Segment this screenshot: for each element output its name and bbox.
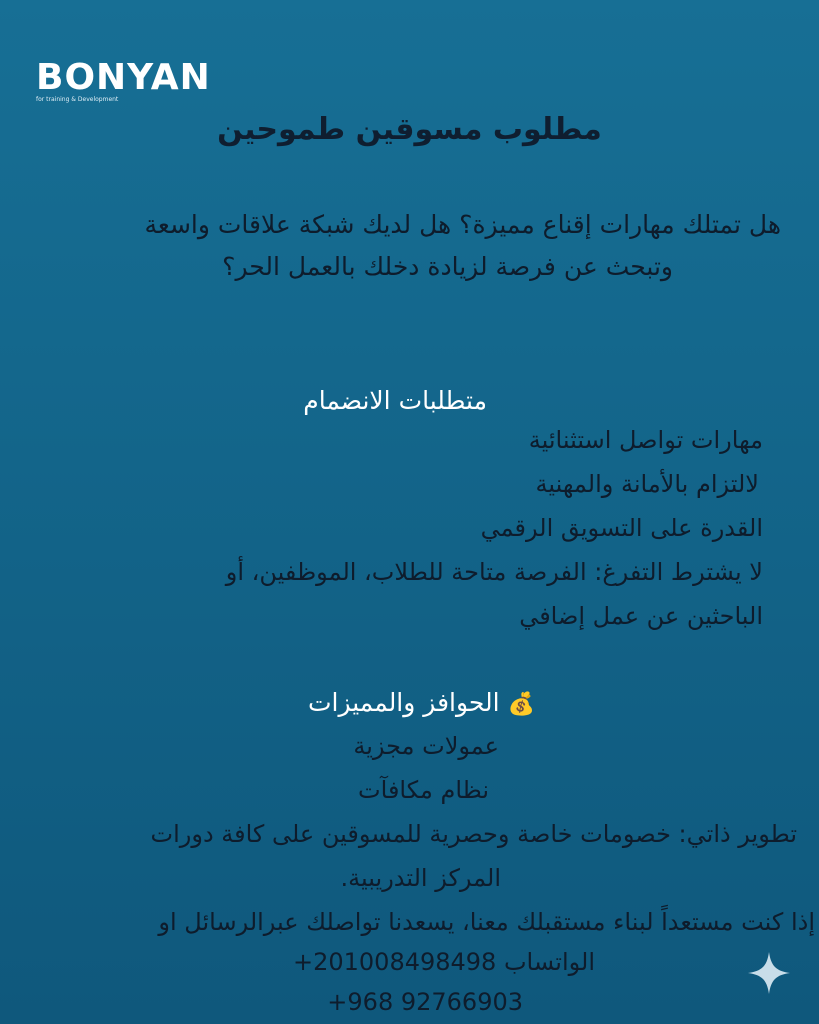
logo-text: BONYAN bbox=[36, 57, 211, 98]
requirement-item: القدرة على التسويق الرقمي bbox=[480, 514, 763, 542]
requirements-heading: متطلبات الانضمام bbox=[303, 386, 487, 415]
intro-line-2: وتبحث عن فرصة لزيادة دخلك بالعمل الحر؟ bbox=[222, 252, 673, 281]
requirement-item: الباحثين عن عمل إضافي bbox=[519, 602, 763, 630]
contact-line: إذا كنت مستعداً لبناء مستقبلك معنا، يسعدنا تواصلك عبرالرسائل او bbox=[158, 908, 815, 936]
intro-line-1: هل تمتلك مهارات إقناع مميزة؟ هل لديك شبكة علاقات واسعة bbox=[144, 210, 781, 239]
requirement-item: مهارات تواصل استثنائية bbox=[528, 426, 763, 454]
benefit-item: المركز التدريبية. bbox=[340, 864, 501, 892]
benefit-item: تطوير ذاتي: خصومات خاصة وحصرية للمسوقين على كافة دورات bbox=[150, 820, 797, 848]
contact-phone: +968 92766903 bbox=[327, 988, 523, 1016]
benefits-heading: الحوافز والمميزات bbox=[307, 688, 500, 717]
benefit-item: عمولات مجزية bbox=[353, 732, 499, 760]
requirement-item: لالتزام بالأمانة والمهنية bbox=[535, 470, 759, 498]
benefit-item: نظام مكافآت bbox=[358, 776, 489, 804]
page-title: مطلوب مسوقين طموحين bbox=[217, 112, 602, 147]
benefits-heading-row bbox=[308, 688, 535, 717]
contact-whatsapp: الواتساب 201008498498+ bbox=[292, 948, 595, 976]
brand-logo bbox=[36, 58, 236, 108]
money-bag-icon: 💰 bbox=[507, 692, 535, 717]
requirement-item: لا يشترط التفرغ: الفرصة متاحة للطلاب، الموظفين، أو bbox=[225, 558, 763, 586]
logo-subtitle: for training & Development bbox=[36, 96, 119, 103]
sparkle-icon bbox=[746, 950, 792, 996]
